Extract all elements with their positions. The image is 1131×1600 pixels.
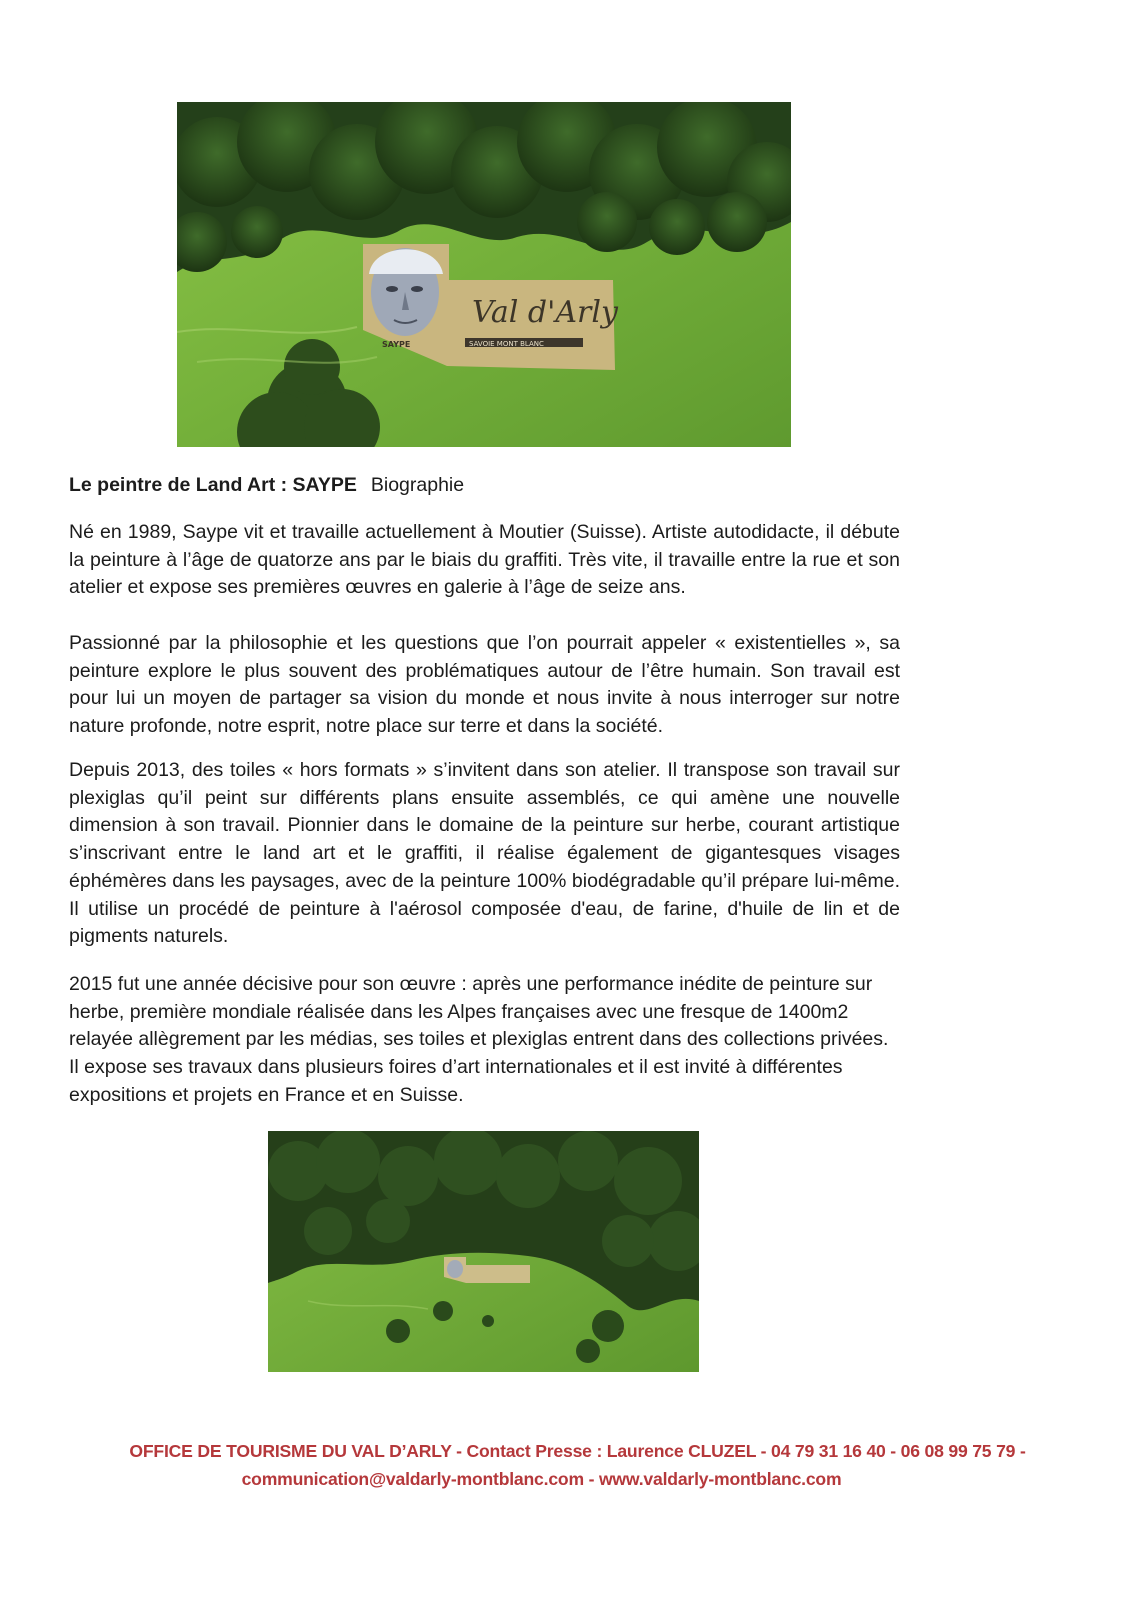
svg-text:SAYPE: SAYPE [382, 340, 411, 349]
land-art-photo-bottom [268, 1131, 699, 1372]
land-art-photo-top [177, 102, 791, 447]
paragraph-1: Né en 1989, Saype vit et travaille actuellement à Moutier (Suisse). Artiste autodidacte, il débute la peinture à l’âge de quatorze ans par le biais du graffiti. Très vite, il travaille entre la rue et son atelier et expose ses premières œuvres en galerie à l’âge de seize ans. [69, 521, 900, 599]
svg-text:Val d'Arly: Val d'Arly [472, 295, 618, 330]
footer-web-line[interactable]: communication@valdarly-montblanc.com - www.valdarly-montblanc.com [241, 1469, 842, 1489]
section-heading [69, 472, 464, 498]
paragraph-4: 2015 fut une année décisive pour son œuvre : après une performance inédite de peinture sur herbe, première mondiale réalisée dans les Alpes françaises avec une fresque de 1400m2 relayée allègrement par les médias, ses toiles et plexiglas entrent dans des collections privées. Il expose ses travaux dans plusieurs foires d’art internationales et il est invité à différentes expositions et projets en France et en Suisse. [69, 973, 889, 1106]
heading-subtitle: Biographie [370, 474, 465, 496]
paragraph-2: Passionné par la philosophie et les questions que l’on pourrait appeler « existentielles », sa peinture explore le plus souvent des problématiques autour de l’être humain. Son travail est pour lui un moyen de partager sa vision du monde et nous invite à nous interroger sur notre nature profonde, notre esprit, notre place sur terre et dans la société. [69, 632, 900, 738]
heading-title: Le peintre de Land Art : SAYPE [69, 474, 357, 496]
footer-contact-line: OFFICE DE TOURISME DU VAL D’ARLY - Contact Presse : Laurence CLUZEL - 04 79 31 16 40 - 06 08 99 75 79 - [129, 1441, 1026, 1461]
paragraph-3: Depuis 2013, des toiles « hors formats » s’invitent dans son atelier. Il transpose son travail sur plexiglas qu’il peint sur différents plans ensuite assemblés, ce qui amène une nouvelle dimension à son travail. Pionnier dans le domaine de la peinture sur herbe, courant artistique s’inscrivant entre le land art et le graffiti, il réalise également de gigantesques visages éphémères dans les paysages, avec de la peinture 100% biodégradable qu’il prépare lui-même. Il utilise un procédé de peinture à l'aérosol composée d'eau, de farine, d'huile de lin et de pigments naturels. [69, 759, 900, 948]
svg-text:SAVOIE MONT BLANC: SAVOIE MONT BLANC [469, 340, 544, 348]
